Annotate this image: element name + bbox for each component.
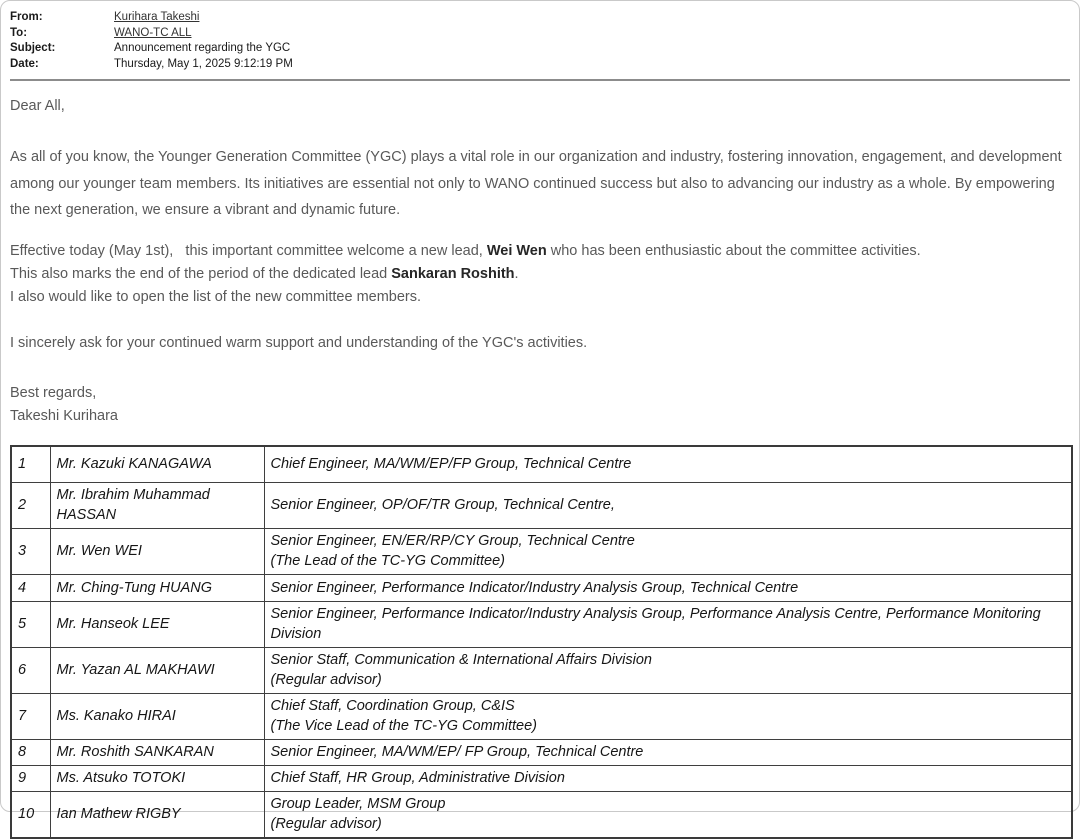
members-table (10, 445, 1073, 839)
member-number: 1 (11, 446, 50, 482)
member-name: Ian Mathew RIGBY (50, 791, 264, 838)
member-role (264, 601, 1072, 647)
member-number: 2 (11, 482, 50, 528)
header-field-from (10, 10, 1070, 26)
date-value: Thursday, May 1, 2025 9:12:19 PM (114, 57, 293, 70)
member-role-line: Senior Staff, Communication & International Affairs Division (270, 651, 652, 668)
member-number: 9 (11, 765, 50, 791)
closing-request: I sincerely ask for your continued warm support and understanding of the YGC's activities. (10, 335, 588, 352)
member-role-line: Senior Engineer, Performance Indicator/Industry Analysis Group, Performance Analysis Centre, Performance Monitoring Division (270, 605, 1041, 643)
member-number: 3 (11, 528, 50, 574)
new-lead-name: Wei Wen (486, 242, 547, 259)
announcement-line2-text: This also marks the end of the period of the dedicated lead (10, 265, 392, 282)
signoff: Best regards, (10, 385, 97, 402)
email-header (1, 1, 1079, 72)
signoff-block (10, 382, 1069, 428)
member-role-line: Chief Staff, Coordination Group, C&IS (270, 697, 515, 714)
intro-paragraph: As all of you know, the Younger Generation Committee (YGC) plays a vital role in our organization and industry, fostering innovation, engagement, and development among our younger team members. Its initiatives are essential not only to WANO continued success but also to advancing our industry as a whole. By empowering the next generation, we ensure a vibrant and dynamic future. (10, 149, 1062, 218)
table-row (11, 601, 1072, 647)
member-role-line: Chief Staff, HR Group, Administrative Division (270, 770, 565, 787)
member-role (264, 574, 1072, 601)
member-name: Ms. Kanako HIRAI (50, 693, 264, 739)
table-row (11, 791, 1072, 838)
announcement-block (10, 240, 1069, 310)
member-role-line: Chief Engineer, MA/WM/EP/FP Group, Technical Centre (270, 456, 632, 473)
from-link[interactable]: Kurihara Takeshi (114, 11, 200, 23)
email-body (1, 95, 1079, 428)
table-row (11, 693, 1072, 739)
member-role-line: Senior Engineer, OP/OF/TR Group, Technical Centre, (270, 497, 615, 514)
announcement-line-1 (10, 240, 1069, 263)
member-role (264, 528, 1072, 574)
member-role-line: (Regular advisor) (270, 672, 382, 689)
table-row (11, 765, 1072, 791)
member-role-line: (The Vice Lead of the TC-YG Committee) (270, 718, 537, 735)
member-role (264, 647, 1072, 693)
subject-value: Announcement regarding the YGC (114, 42, 291, 54)
member-name: Mr. Ching-Tung HUANG (50, 574, 264, 601)
member-number: 7 (11, 693, 50, 739)
outgoing-lead-name: Sankaran Roshith (391, 265, 515, 282)
signature: Takeshi Kurihara (10, 408, 118, 425)
member-role (264, 791, 1072, 838)
member-role-line: Senior Engineer, EN/ER/RP/CY Group, Technical Centre (270, 532, 635, 549)
greeting: Dear All, (10, 98, 65, 114)
announcement-line-2 (10, 263, 1069, 286)
date-label: Date: (10, 57, 39, 70)
header-field-to (10, 26, 1070, 42)
announcement-line1-tail: who has been enthusiastic about the committee activities. (546, 242, 921, 259)
member-role-line: Senior Engineer, MA/WM/EP/ FP Group, Technical Centre (270, 744, 644, 761)
to-label: To: (10, 26, 28, 39)
member-role-line: Senior Engineer, Performance Indicator/Industry Analysis Group, Technical Centre (270, 579, 799, 596)
member-role-line: (The Lead of the TC-YG Committee) (270, 553, 505, 570)
member-number: 4 (11, 574, 50, 601)
header-field-subject (10, 41, 1070, 57)
to-link[interactable]: WANO-TC ALL (114, 26, 192, 39)
table-row (11, 647, 1072, 693)
member-role (264, 482, 1072, 528)
from-label: From: (10, 11, 43, 23)
announcement-line2-tail: . (514, 265, 519, 282)
member-number: 5 (11, 601, 50, 647)
header-separator (10, 79, 1070, 81)
member-number: 6 (11, 647, 50, 693)
member-name: Mr. Kazuki KANAGAWA (50, 446, 264, 482)
member-name: Mr. Hanseok LEE (50, 601, 264, 647)
member-number: 8 (11, 739, 50, 765)
subject-label: Subject: (10, 42, 56, 54)
member-name: Ms. Atsuko TOTOKI (50, 765, 264, 791)
header-field-date (10, 57, 1070, 73)
member-role (264, 446, 1072, 482)
announcement-line1-text: Effective today (May 1st), this important committee welcome a new lead, (10, 242, 487, 259)
member-name: Mr. Ibrahim Muhammad HASSAN (50, 482, 264, 528)
table-row (11, 574, 1072, 601)
member-role-line: Group Leader, MSM Group (270, 795, 446, 812)
member-role (264, 739, 1072, 765)
member-number: 10 (11, 791, 50, 838)
table-row (11, 739, 1072, 765)
table-row (11, 446, 1072, 482)
member-name: Mr. Yazan AL MAKHAWI (50, 647, 264, 693)
table-row (11, 482, 1072, 528)
announcement-line-3: I also would like to open the list of the new committee members. (10, 289, 422, 306)
member-name: Mr. Wen WEI (50, 528, 264, 574)
member-role-line: (Regular advisor) (270, 816, 382, 833)
member-role (264, 693, 1072, 739)
member-name: Mr. Roshith SANKARAN (50, 739, 264, 765)
table-row (11, 528, 1072, 574)
member-role (264, 765, 1072, 791)
